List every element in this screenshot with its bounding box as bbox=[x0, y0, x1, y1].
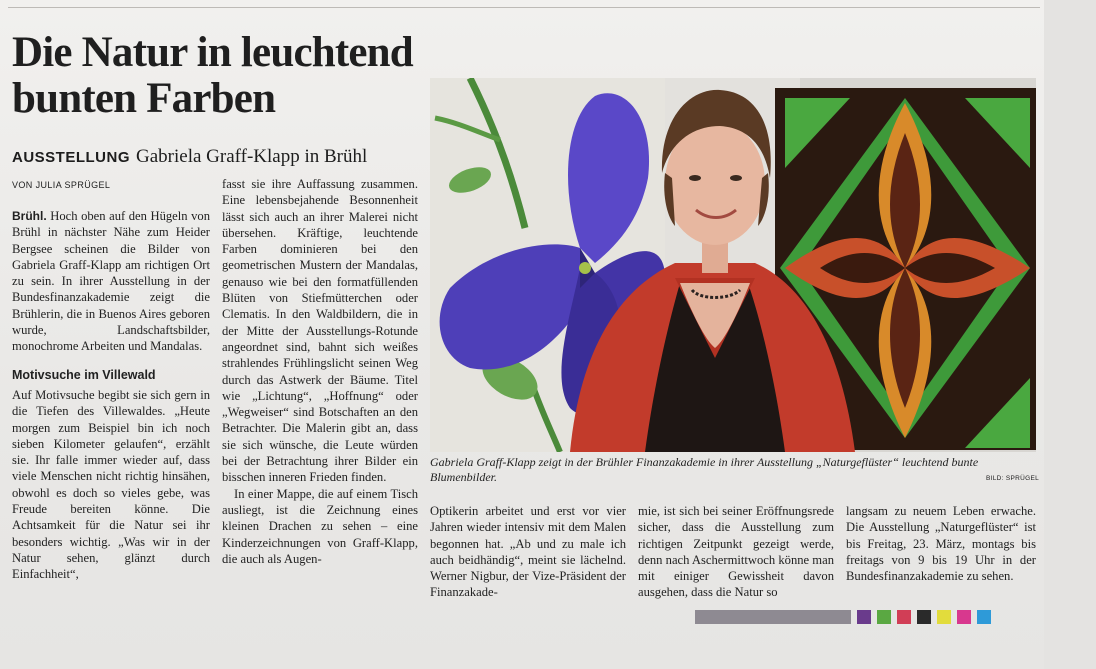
paragraph-intro bbox=[12, 208, 210, 355]
paragraph-4: In einer Mappe, die auf einem Tisch ausliegt, ist die Zeichnung eines kleinen Drachen zu sehen – eine Kinderzeichnungen von Graff-Klapp, die auch als Augen- bbox=[222, 486, 418, 566]
print-color-bar bbox=[695, 610, 997, 624]
color-swatch bbox=[773, 610, 799, 624]
kicker-text: Gabriela Graff-Klapp in Brühl bbox=[136, 146, 368, 167]
paragraph-7: langsam zu neuem Leben erwache. Die Ausstellung „Naturgeflüster“ ist bis Freitag, 23. März, montags bis freitags von 9 bis 19 Uhr in der Bundesfinanzakademie zu sehen. bbox=[846, 504, 1036, 584]
byline: VON JULIA SPRÜGEL bbox=[12, 180, 111, 190]
paragraph-3: fasst sie ihre Auffassung zusammen. Eine lebensbejahende Besonnenheit lässt sich auch an ihrer Malerei nicht übersehen. Kräftige, leuchtende Farben dominieren bei den geometrischen Mustern der Mandalas, genauso wie bei den formatfüllenden Blüten von Stiefmütterchen oder Clematis. In den Waldbildern, die in der Mitte der Ausstellungs-Rotunde angeordnet sind, bahnt sich weißes strahlendes Frühlingslicht seinen Weg durch das Astwerk der Bäume. Titel wie „Lichtung“, „Hoffnung“ oder „Wegweiser“ sind Botschaften an den Betrachter. Die Malerin gibt an, dass sie sich wünsche, die Leute würden bei der Betrachtung ihrer Bilder ein bisschen inneren Frieden finden. bbox=[222, 177, 418, 485]
color-swatch bbox=[977, 610, 991, 624]
color-swatch bbox=[957, 610, 971, 624]
headline: Die Natur in leuchtend bunten Farben bbox=[12, 29, 413, 122]
dateline: Brühl. bbox=[12, 209, 47, 223]
photo-credit: BILD: SPRÜGEL bbox=[986, 475, 1040, 482]
color-swatch bbox=[747, 610, 773, 624]
paragraph-1: Hoch oben auf den Hügeln von Brühl in nächster Nähe zum Heider Bergsee scheinen die Bilder von Gabriela Graff-Klapp am richtigen Ort zu sein. In ihrer Ausstellung in der Bundesfinanzakademie zeigt die Brühlerin, die in Buenos Aires geboren wurde, Landschaftsbilder, monochrome Arbeiten und Mandalas. bbox=[12, 209, 210, 354]
paragraph-5: Optikerin arbeitet und erst vor vier Jahren wieder intensiv mit dem Malen begonnen hat. „Ab und zu male ich auch beidhändig“, meint sie lächelnd. Werner Nigbur, der Vize-Präsident der Finanzakade- bbox=[430, 504, 626, 600]
color-swatch bbox=[917, 610, 931, 624]
color-swatch bbox=[897, 610, 911, 624]
paragraph-2: Auf Motivsuche begibt sie sich gern in die Tiefen des Villewaldes. „Heute morgen zum Beispiel bin ich noch sieben Kilometer gelaufen“, erzählt sie. Ihr falle immer wieder auf, dass viele Menschen nicht richtig hinsähen, obwohl es doch so vieles gebe, was Freude bereiten könne. Die Achtsamkeit für die Natur sei ihr besonders wichtig. „Was wir in der Natur sehen, glänzt durch Einfachheit“, bbox=[12, 387, 210, 582]
article-photo bbox=[430, 78, 1036, 452]
text-column-2 bbox=[222, 176, 418, 567]
subheading: Motivsuche im Villewald bbox=[12, 367, 156, 382]
text-column-5 bbox=[846, 503, 1036, 584]
color-swatch bbox=[721, 610, 747, 624]
color-swatch bbox=[825, 610, 851, 624]
text-column-4 bbox=[638, 503, 834, 601]
text-column-1 bbox=[12, 208, 210, 583]
color-swatch bbox=[857, 610, 871, 624]
photo-caption: Gabriela Graff-Klapp zeigt in der Brühler Finanzakademie in ihrer Ausstellung „Naturgeflüster“ leuchtend bunte Blumenbilder. bbox=[430, 455, 979, 484]
kicker bbox=[12, 145, 432, 170]
color-swatch bbox=[877, 610, 891, 624]
scan-margin bbox=[1044, 0, 1096, 669]
color-swatch bbox=[799, 610, 825, 624]
text-column-3 bbox=[430, 503, 626, 601]
color-swatch bbox=[937, 610, 951, 624]
paragraph-6: mie, ist sich bei seiner Eröffnungsrede sicher, dass die Ausstellung zum richtigen Zeitpunkt gezeigt werde, denn nach Aschermittwoch könne man mit einiger Gewissheit davon ausgehen, dass die Natur so bbox=[638, 504, 834, 600]
color-swatch bbox=[695, 610, 721, 624]
top-rule bbox=[8, 7, 1040, 8]
kicker-tag: AUSSTELLUNG bbox=[12, 149, 130, 166]
